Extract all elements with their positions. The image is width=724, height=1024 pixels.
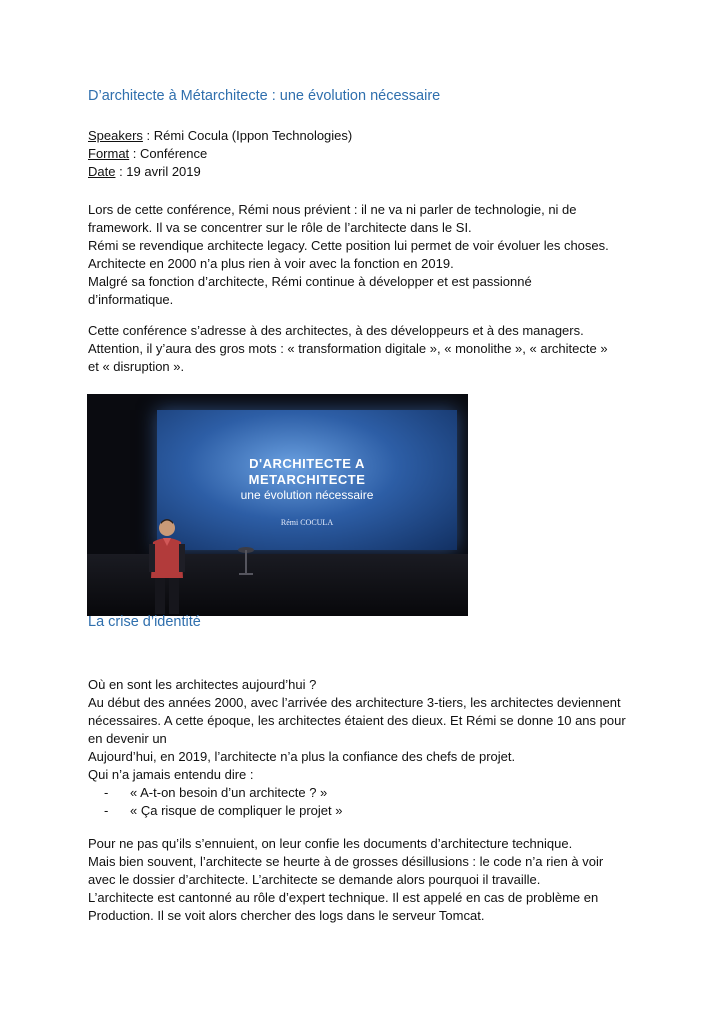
format-value: : Conférence bbox=[129, 146, 208, 161]
text-line: Où en sont les architectes aujourd’hui ? bbox=[88, 677, 317, 692]
text-line: Qui n’a jamais entendu dire : bbox=[88, 767, 254, 782]
speakers-line bbox=[88, 127, 352, 145]
slide-speaker: Rémi COCULA bbox=[280, 518, 334, 527]
bullet-dash: - bbox=[104, 803, 109, 818]
talk-metadata bbox=[88, 127, 352, 181]
text-line: framework. Il va se concentrer sur le rôle de l’architecte dans le SI. bbox=[88, 220, 472, 235]
text-line: Pour ne pas qu’ils s’ennuient, on leur confie les documents d’architecture technique. bbox=[88, 836, 573, 851]
speaker-figure bbox=[147, 516, 187, 616]
audience-paragraph bbox=[88, 322, 648, 376]
format-line bbox=[88, 145, 352, 163]
article-title: D’architecte à Métarchitecte : une évolution nécessaire bbox=[88, 88, 441, 104]
speakers-label: Speakers bbox=[88, 128, 143, 143]
slide-title bbox=[157, 456, 457, 488]
date-label: Date bbox=[88, 164, 116, 179]
text-line: L’architecte est cantonné au rôle d’expert technique. Il est appelé en cas de problème en bbox=[88, 890, 599, 905]
text-line: Architecte en 2000 n’a plus rien à voir avec la fonction en 2019. bbox=[88, 256, 454, 271]
text-line: Attention, il y’aura des gros mots : « transformation digitale », « monolithe », « architecte » bbox=[88, 341, 608, 356]
bullet-dash: - bbox=[104, 785, 109, 800]
list-item-text: « Ça risque de compliquer le projet » bbox=[130, 803, 343, 818]
text-line: en devenir un bbox=[88, 731, 167, 746]
text-line: Cette conférence s’adresse à des architectes, à des développeurs et à des managers. bbox=[88, 323, 584, 338]
text-line: Mais bien souvent, l’architecte se heurte à de grosses désillusions : le code n’a rien à voir bbox=[88, 854, 604, 869]
text-line: et « disruption ». bbox=[88, 359, 185, 374]
text-line: Au début des années 2000, avec l’arrivée des architecture 3-tiers, les architectes deviennent bbox=[88, 695, 621, 710]
crisis-paragraph bbox=[88, 676, 648, 820]
projection-screen bbox=[157, 410, 457, 550]
text-line: Production. Il se voit alors chercher des logs dans le serveur Tomcat. bbox=[88, 908, 485, 923]
text-line: avec le dossier d’architecte. L’architecte se demande alors pourquoi il travaille. bbox=[88, 872, 541, 887]
list-item bbox=[88, 784, 648, 802]
intro-paragraph bbox=[88, 201, 648, 309]
text-line: Lors de cette conférence, Rémi nous prévient : il ne va ni parler de technologie, ni de bbox=[88, 202, 577, 217]
speakers-value: : Rémi Cocula (Ippon Technologies) bbox=[142, 128, 353, 143]
quote-list bbox=[88, 784, 648, 820]
text-line: Malgré sa fonction d’architecte, Rémi continue à développer et est passionné bbox=[88, 274, 532, 289]
date-value: : 19 avril 2019 bbox=[115, 164, 201, 179]
text-line: d’informatique. bbox=[88, 292, 174, 307]
section-heading: La crise d’identité bbox=[88, 614, 201, 630]
list-item bbox=[88, 802, 648, 820]
text-line: Rémi se revendique architecte legacy. Cette position lui permet de voir évoluer les choses. bbox=[88, 238, 609, 253]
slide-title-line: D'ARCHITECTE A bbox=[249, 456, 365, 471]
text-line: nécessaires. A cette époque, les architectes étaient des dieux. Et Rémi se donne 10 ans pour bbox=[88, 713, 626, 728]
format-label: Format bbox=[88, 146, 130, 161]
conference-photo bbox=[87, 394, 468, 616]
date-line bbox=[88, 163, 352, 181]
slide-subtitle: une évolution nécessaire bbox=[240, 488, 374, 502]
stage bbox=[87, 554, 468, 616]
list-item-text: « A-t-on besoin d’un architecte ? » bbox=[130, 785, 328, 800]
closing-paragraph bbox=[88, 835, 648, 925]
slide-title-line: METARCHITECTE bbox=[248, 472, 366, 487]
text-line: Aujourd’hui, en 2019, l’architecte n’a plus la confiance des chefs de projet. bbox=[88, 749, 516, 764]
stage-stool bbox=[237, 546, 255, 576]
